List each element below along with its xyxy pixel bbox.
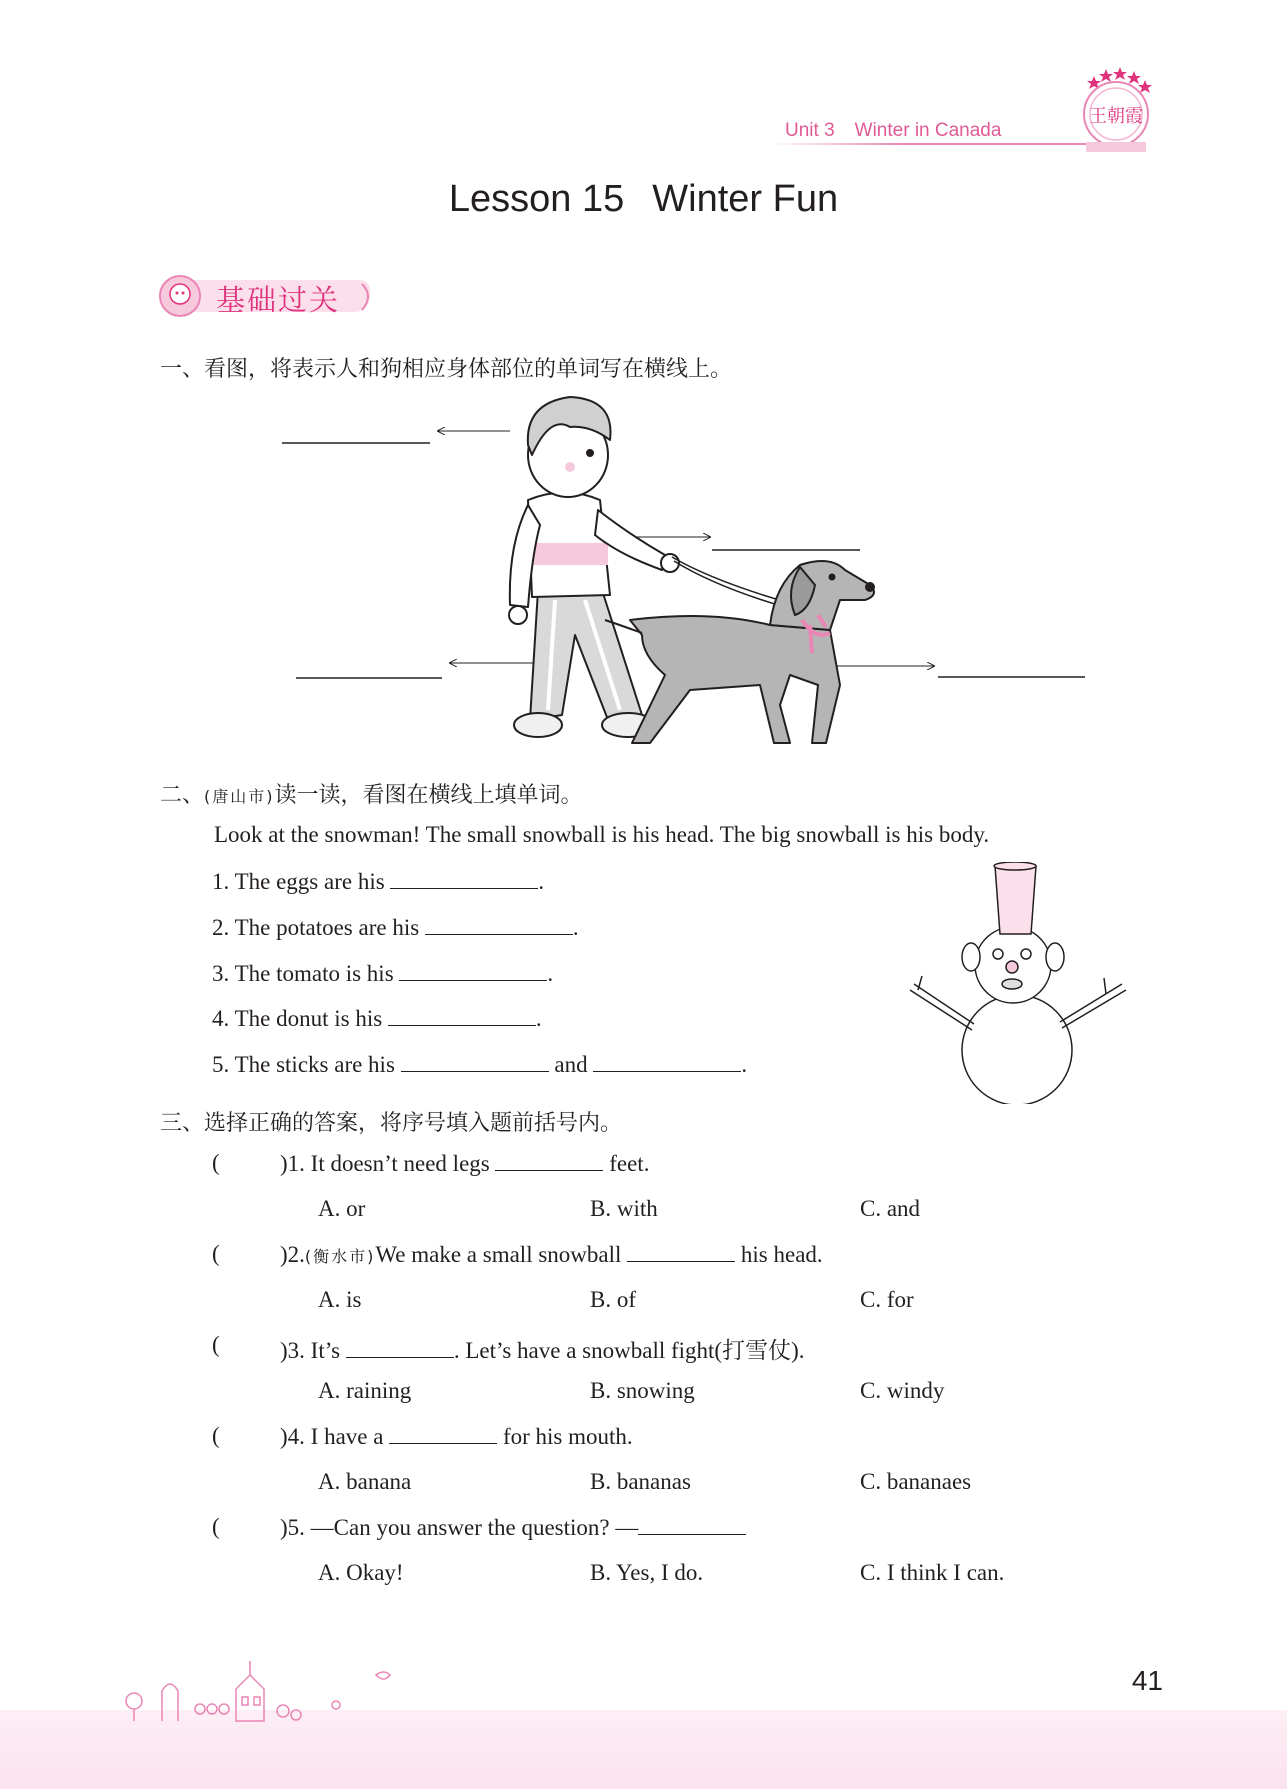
option-a[interactable]: A. Okay! <box>318 1560 404 1585</box>
question-source-city: (衡水市) <box>304 1247 376 1266</box>
option-c[interactable]: C. bananaes <box>860 1469 972 1494</box>
option-c[interactable]: C. and <box>860 1196 921 1221</box>
snowman-illustration <box>900 862 1140 1104</box>
part2-item-3: 3. The tomato is his . <box>212 961 554 986</box>
option-b[interactable]: B. Yes, I do. <box>590 1560 704 1585</box>
part2-item-4: 4. The donut is his . <box>212 1006 542 1031</box>
unit-header <box>785 120 1021 142</box>
option-a[interactable]: A. raining <box>318 1378 412 1403</box>
option-c[interactable]: C. for <box>860 1287 914 1312</box>
answer-blank[interactable] <box>425 914 573 935</box>
option-c[interactable]: C. windy <box>860 1378 945 1403</box>
answer-blank[interactable] <box>593 1051 741 1072</box>
part2-instruction: 读一读，看图在横线上填单词。 <box>274 783 583 808</box>
part2-item-2: 2. The potatoes are his . <box>212 915 579 940</box>
answer-blank[interactable] <box>399 960 547 981</box>
answer-paren[interactable]: ( <box>212 1241 220 1266</box>
answer-paren[interactable]: ( <box>212 1150 220 1175</box>
option-a[interactable]: A. is <box>318 1287 362 1312</box>
answer-blank[interactable] <box>495 1150 603 1171</box>
town-doodle-icon <box>118 1645 418 1725</box>
answer-blank[interactable] <box>346 1337 454 1358</box>
option-c[interactable]: C. I think I can. <box>860 1560 1005 1585</box>
unit-title: Winter in Canada <box>854 120 1002 141</box>
page-number: 41 <box>1131 1665 1163 1696</box>
header-rule <box>770 143 1100 145</box>
boy-and-dog-illustration <box>270 385 1100 755</box>
part2-number: 二、 <box>160 783 205 808</box>
part2-item-1: 1. The eggs are his . <box>212 869 545 894</box>
option-b[interactable]: B. bananas <box>590 1469 691 1494</box>
question-3: )3. It’s . Let’s have a snowball fight(打雪仗). <box>280 1338 805 1363</box>
publisher-seal-logo <box>1072 62 1158 154</box>
answer-blank[interactable] <box>388 1005 536 1026</box>
question-2: )2.(衡水市)We make a small snowball his head. <box>280 1242 823 1267</box>
section-label: 基础过关 <box>216 285 341 317</box>
answer-paren[interactable]: ( <box>212 1332 220 1357</box>
question-5: )5. —Can you answer the question? — <box>280 1514 746 1541</box>
option-b[interactable]: B. with <box>590 1196 658 1221</box>
lesson-number: Lesson 15 <box>448 178 625 220</box>
answer-blank[interactable] <box>389 1423 497 1444</box>
question-4: )4. I have a for his mouth. <box>280 1424 633 1449</box>
answer-paren[interactable]: ( <box>212 1514 220 1539</box>
part2-passage: Look at the snowman! The small snowball is his head. The big snowball is his body. <box>214 822 990 847</box>
answer-blank[interactable] <box>390 868 538 889</box>
unit-number: Unit 3 <box>785 120 835 141</box>
part1-heading: 一、看图，将表示人和狗相应身体部位的单词写在横线上。 <box>160 357 733 382</box>
part3-heading: 三、选择正确的答案，将序号填入题前括号内。 <box>160 1111 623 1136</box>
lesson-title <box>0 178 1287 221</box>
lesson-name: Winter Fun <box>652 178 839 220</box>
option-b[interactable]: B. snowing <box>590 1378 695 1403</box>
part2-source-city: (唐山市) <box>204 787 275 806</box>
svg-text:王朝霞: 王朝霞 <box>1089 106 1143 127</box>
answer-blank[interactable] <box>627 1241 735 1262</box>
question-1: )1. It doesn’t need legs feet. <box>280 1151 650 1176</box>
part2-item-5: 5. The sticks are his and . <box>212 1052 748 1077</box>
answer-blank[interactable] <box>638 1514 746 1535</box>
option-a[interactable]: A. banana <box>318 1469 412 1494</box>
option-a[interactable]: A. or <box>318 1196 366 1221</box>
part2-heading <box>160 778 583 809</box>
answer-paren[interactable]: ( <box>212 1423 220 1448</box>
option-b[interactable]: B. of <box>590 1287 636 1312</box>
answer-blank[interactable] <box>401 1051 549 1072</box>
